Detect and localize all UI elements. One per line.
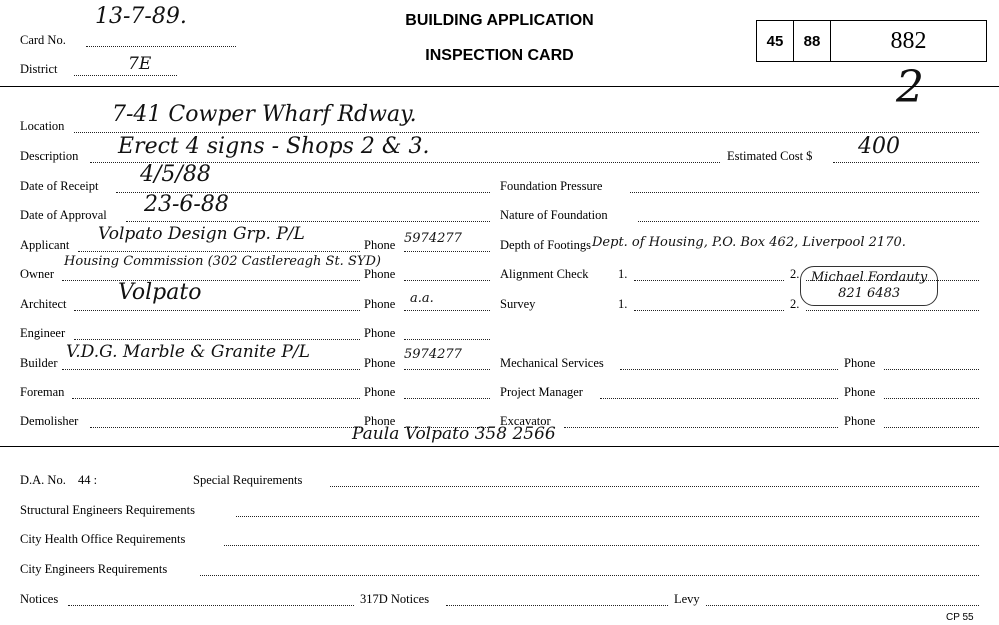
special-requirements-line: [330, 486, 979, 487]
demolisher-label: Demolisher: [20, 414, 79, 428]
mechanical-phone-label: Phone: [844, 356, 876, 370]
applicant-phone-label: Phone: [364, 238, 396, 252]
notices-317d-line: [446, 605, 668, 606]
project-manager-phone-line: [884, 398, 979, 399]
alignment-1-line: [634, 280, 784, 281]
date-receipt-label: Date of Receipt: [20, 179, 99, 193]
owner-label: Owner: [20, 267, 55, 281]
structural-line: [236, 516, 979, 517]
engineer-phone-label: Phone: [364, 326, 396, 340]
survey-1-line: [634, 310, 784, 311]
card-no-value: 13-7-89.: [95, 4, 187, 29]
engineer-line: [74, 339, 360, 340]
architect-phone-value: a.a.: [410, 291, 434, 306]
survey-2-line: [806, 310, 979, 311]
mechanical-line: [620, 369, 838, 370]
date-approval-value: 23-6-88: [144, 192, 229, 217]
foundation-pressure-label: Foundation Pressure: [500, 179, 603, 193]
architect-label: Architect: [20, 297, 67, 311]
mechanical-label: Mechanical Services: [500, 356, 604, 370]
box-cell-3: 882: [890, 27, 927, 54]
location-value: 7-41 Cowper Wharf Rdway.: [112, 102, 417, 127]
notices-317d-label: 317D Notices: [360, 592, 430, 606]
project-manager-line: [600, 398, 838, 399]
engineer-label: Engineer: [20, 326, 66, 340]
project-manager-label: Project Manager: [500, 385, 583, 399]
card-number-box: [756, 20, 987, 62]
form-code: CP 55: [946, 612, 974, 623]
top-rule: [0, 86, 999, 87]
extra-note: Paula Volpato 358 2566: [352, 424, 556, 444]
engineer-phone-line: [404, 339, 490, 340]
description-label: Description: [20, 149, 79, 163]
applicant-value: Volpato Design Grp. P/L: [98, 224, 305, 244]
contact-phone: 821 6483: [838, 286, 901, 301]
demolisher-phone-label: Phone: [364, 414, 396, 428]
alignment-2-label: 2.: [790, 267, 800, 281]
builder-phone-value: 5974277: [404, 347, 462, 362]
description-value: Erect 4 signs - Shops 2 & 3.: [118, 134, 430, 159]
builder-phone-line: [404, 369, 490, 370]
architect-phone-line: [404, 310, 490, 311]
depth-footings-label: Depth of Footings: [500, 238, 591, 252]
date-approval-label: Date of Approval: [20, 208, 107, 222]
architect-phone-label: Phone: [364, 297, 396, 311]
estimated-cost-label: Estimated Cost $: [727, 149, 813, 163]
applicant-phone-value: 5974277: [404, 231, 462, 246]
notices-line: [68, 605, 354, 606]
excavator-phone-label: Phone: [844, 414, 876, 428]
demolisher-line: [90, 427, 360, 428]
location-line: [74, 132, 979, 133]
structural-label: Structural Engineers Requirements: [20, 503, 195, 517]
location-label: Location: [20, 119, 65, 133]
owner-line: [62, 280, 360, 281]
health-label: City Health Office Requirements: [20, 532, 186, 546]
nature-foundation-line: [638, 221, 979, 222]
builder-line: [62, 369, 360, 370]
special-requirements-label: Special Requirements: [193, 473, 303, 487]
builder-phone-label: Phone: [364, 356, 396, 370]
foreman-label: Foreman: [20, 385, 65, 399]
applicant-line: [78, 251, 360, 252]
owner-extra-note: Dept. of Housing, P.O. Box 462, Liverpool 2170.: [592, 235, 906, 250]
box-cell-1: 45: [757, 21, 794, 61]
title-line-2: INSPECTION CARD: [425, 47, 574, 64]
estimated-cost-line: [833, 162, 979, 163]
owner-phone-line: [404, 280, 490, 281]
district-value: 7E: [128, 54, 152, 74]
alignment-1-label: 1.: [618, 267, 628, 281]
owner-value: Housing Commission (302 Castlereagh St. SYD): [64, 254, 381, 269]
architect-line: [74, 310, 360, 311]
district-line: [74, 75, 177, 76]
foreman-line: [72, 398, 360, 399]
builder-value: V.D.G. Marble & Granite P/L: [66, 342, 310, 362]
architect-value: Volpato: [118, 280, 202, 305]
excavator-label: Excavator: [500, 414, 551, 428]
alignment-check-label: Alignment Check: [500, 267, 589, 281]
applicant-phone-line: [404, 251, 490, 252]
excavator-line: [564, 427, 838, 428]
contact-name: Michael Fordauty: [811, 270, 928, 285]
project-manager-phone-label: Phone: [844, 385, 876, 399]
notices-label: Notices: [20, 592, 59, 606]
mechanical-phone-line: [884, 369, 979, 370]
da-value: 44 :: [78, 473, 98, 487]
district-label: District: [20, 62, 58, 76]
levy-line: [706, 605, 979, 606]
card-no-label: Card No.: [20, 33, 66, 47]
city-engineers-label: City Engineers Requirements: [20, 562, 168, 576]
levy-label: Levy: [674, 592, 700, 606]
survey-label: Survey: [500, 297, 536, 311]
title-line-1: BUILDING APPLICATION: [405, 12, 594, 29]
estimated-cost-value: 400: [858, 134, 900, 159]
foreman-phone-line: [404, 398, 490, 399]
applicant-label: Applicant: [20, 238, 70, 252]
foundation-pressure-line: [630, 192, 979, 193]
corner-mark: 2: [896, 62, 924, 113]
middle-rule: [0, 446, 999, 447]
city-engineers-line: [200, 575, 979, 576]
contact-bubble: [800, 266, 938, 306]
builder-label: Builder: [20, 356, 58, 370]
health-line: [224, 545, 979, 546]
nature-foundation-label: Nature of Foundation: [500, 208, 608, 222]
excavator-phone-line: [884, 427, 979, 428]
owner-phone-label: Phone: [364, 267, 396, 281]
date-approval-line: [126, 221, 490, 222]
survey-1-label: 1.: [618, 297, 628, 311]
survey-2-label: 2.: [790, 297, 800, 311]
box-cell-2: 88: [794, 21, 831, 61]
da-label: D.A. No.: [20, 473, 66, 487]
foreman-phone-label: Phone: [364, 385, 396, 399]
date-receipt-value: 4/5/88: [140, 162, 211, 187]
